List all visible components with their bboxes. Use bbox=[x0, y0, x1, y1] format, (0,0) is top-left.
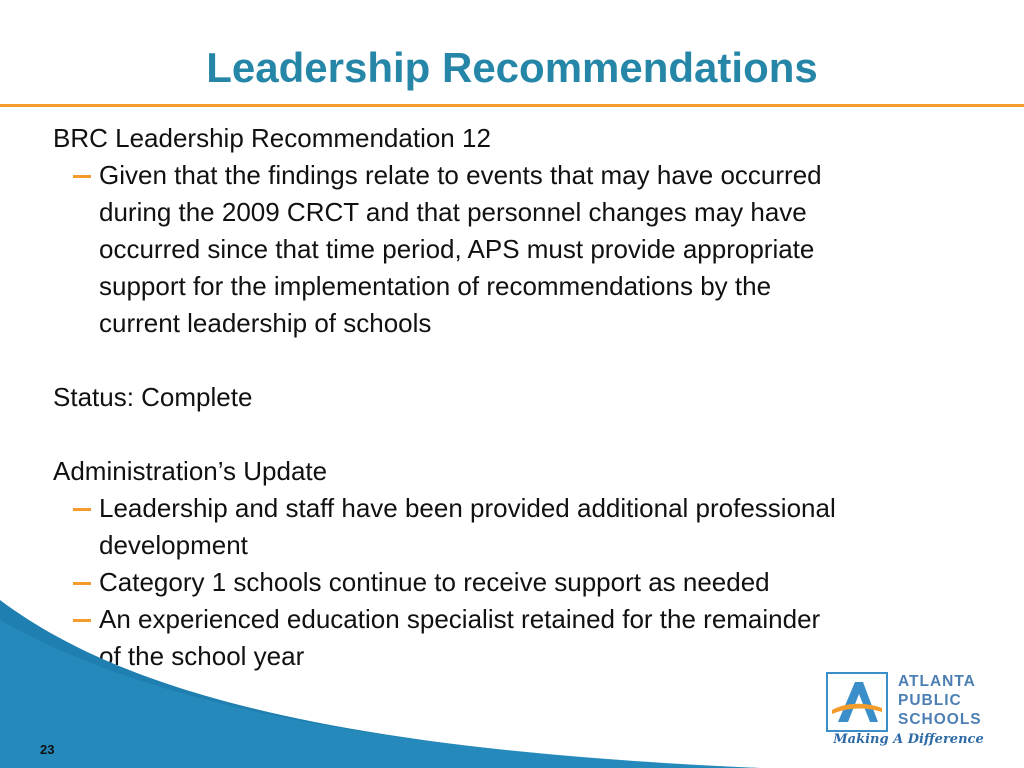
slide-title: Leadership Recommendations bbox=[206, 44, 818, 91]
recommendation-heading: BRC Leadership Recommendation 12 bbox=[53, 123, 491, 153]
logo-wordmark: ATLANTA PUBLIC SCHOOLS bbox=[898, 673, 982, 728]
recommendation-line: occurred since that time period, APS must provide appropriate bbox=[99, 234, 815, 264]
recommendation-line: support for the implementation of recommendations by the bbox=[99, 271, 772, 301]
status-text: Status: Complete bbox=[53, 382, 253, 412]
update-line: Leadership and staff have been provided additional professional bbox=[99, 493, 836, 523]
recommendation-line: current leadership of schools bbox=[99, 308, 432, 338]
update-line: An experienced education specialist retained for the remainder bbox=[99, 604, 821, 634]
footer-wave-graphic bbox=[0, 600, 760, 768]
aps-logo bbox=[826, 666, 991, 752]
dash-bullet-icon bbox=[73, 508, 91, 511]
logo-emblem bbox=[826, 672, 888, 732]
update-line: development bbox=[99, 530, 248, 560]
title-divider bbox=[0, 104, 1024, 107]
update-bullet bbox=[53, 564, 1003, 601]
dash-bullet-icon bbox=[73, 582, 91, 585]
update-bullet bbox=[53, 490, 1003, 564]
dash-bullet-icon bbox=[73, 175, 91, 178]
slide-body bbox=[53, 120, 1003, 675]
recommendation-line: during the 2009 CRCT and that personnel changes may have bbox=[99, 197, 807, 227]
update-line: of the school year bbox=[99, 641, 305, 671]
update-line: Category 1 schools continue to receive support as needed bbox=[99, 567, 770, 597]
logo-tagline: Making A Difference bbox=[833, 732, 984, 747]
recommendation-line: Given that the findings relate to events that may have occurred bbox=[99, 160, 822, 190]
recommendation-bullet bbox=[53, 157, 1003, 342]
update-heading: Administration’s Update bbox=[53, 456, 328, 486]
logo-a-mark-icon bbox=[828, 674, 886, 730]
page-number: 23 bbox=[40, 742, 55, 757]
